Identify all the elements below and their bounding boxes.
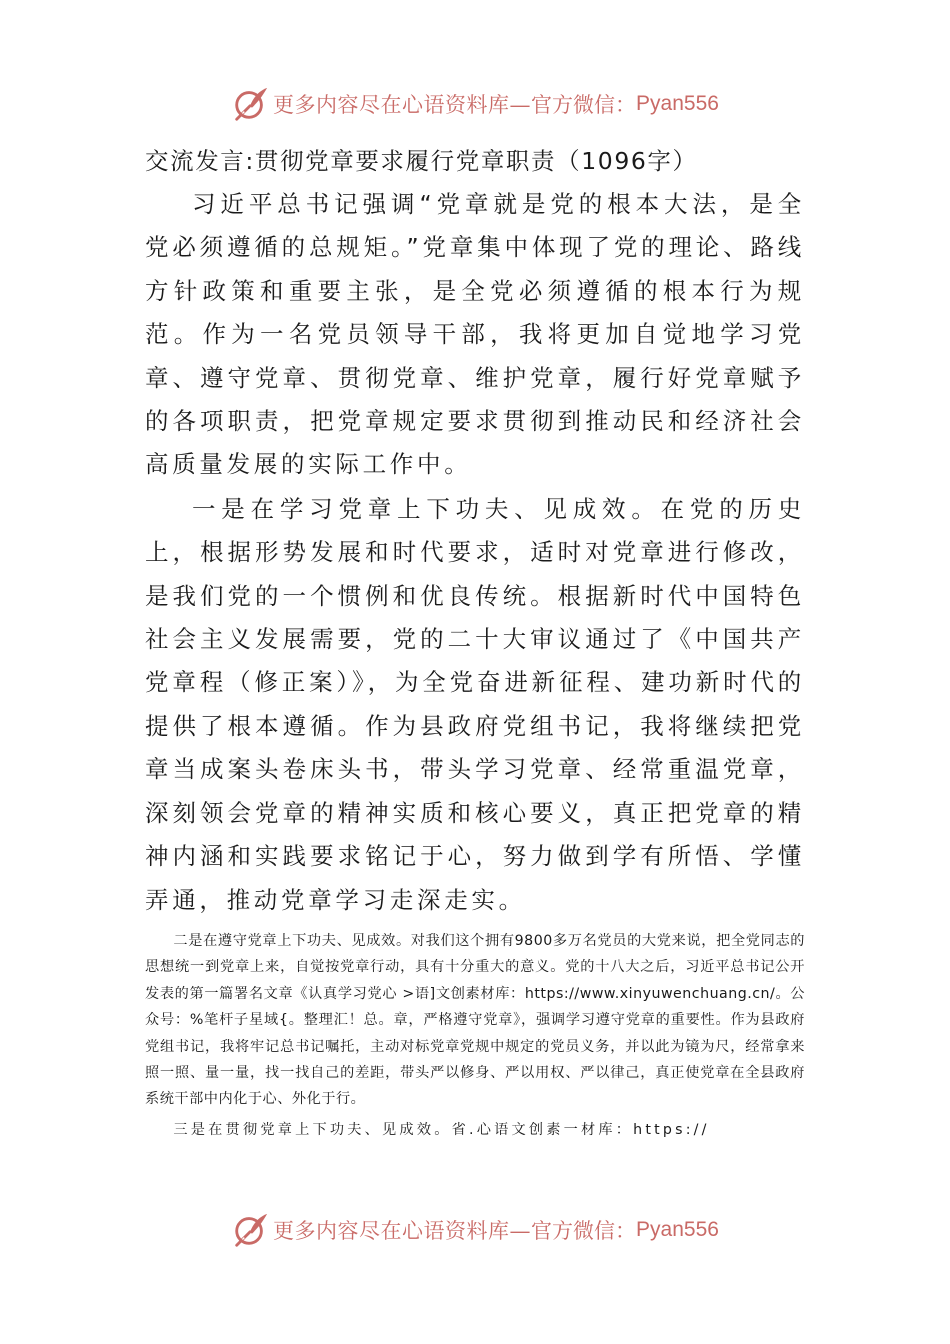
banner-text: 更多内容尽在心语资料库— [273, 93, 532, 117]
quill-logo-icon [231, 85, 269, 123]
quill-logo-icon [231, 1211, 269, 1249]
document-title: 交流发言:贯彻党章要求履行党章职责（1096字） [145, 147, 698, 175]
banner-text: 更多内容尽在心语资料库— [273, 1219, 532, 1243]
banner-wechat-id: Pyan556 [636, 1218, 719, 1241]
document-body [145, 140, 805, 1143]
paragraph-observe: 二是在遵守党章上下功夫、见成效。对我们这个拥有9800多万名党员的大党来说，把全党同志的思想统一到党章上来，自觉按党章行动，具有十分重大的意义。党的十八大之后，习近平总书记公开发表的第一篇署名文章《认真学习党心 >语]文创素材库：https://www.xinyuwenchuang.cn/。公众号：%笔杆子星域{。整理汇！总。章，严格遵守党章》，强调学习遵守党章的重要性。作为县政府党组书记，我将牢记总书记嘱托，主动对标党章党规中规定的党员义务，并以此为镜为尺，经常拿来照一照、量一量，找一找自己的差距，带头严以修身、严以用权、严以律己，真正使党章在全县政府系统干部中内化于心、外化于行。 [145, 932, 805, 1108]
banner-wechat-id: Pyan556 [636, 92, 719, 115]
header-banner [0, 82, 950, 126]
footer-banner [0, 1208, 950, 1252]
banner-wechat-label: 官方微信： [531, 1219, 637, 1243]
paragraph-intro: 习近平总书记强调“党章就是党的根本大法，是全党必须遵循的总规矩。”党章集中体现了党的理论、路线方针政策和重要主张，是全党必须遵循的根本行为规范。作为一名党员领导干部，我将更加自觉地学习党章、遵守党章、贯彻党章、维护党章，履行好党章赋予的各项职责，把党章规定要求贯彻到推动民和经济社会高质量发展的实际工作中。 [145, 190, 805, 479]
paragraph-study: 一是在学习党章上下功夫、见成效。在党的历史上，根据形势发展和时代要求，适时对党章进行修改，是我们党的一个惯例和优良传统。根据新时代中国特色社会主义发展需要，党的二十大审议通过了《中国共产党章程（修正案）》，为全党奋进新征程、建功新时代的提供了根本遵循。作为县政府党组书记，我将继续把党章当成案头卷床头书，带头学习党章、经常重温党章，深刻领会党章的精神实质和核心要义，真正把党章的精神内涵和实践要求铭记于心，努力做到学有所悟、学懂弄通，推动党章学习走深走实。 [145, 494, 805, 914]
banner-wechat-label: 官方微信： [531, 93, 637, 117]
paragraph-implement: 三是在贯彻党章上下功夫、见成效。省.心语文创素一材库：https:// [173, 1121, 710, 1138]
